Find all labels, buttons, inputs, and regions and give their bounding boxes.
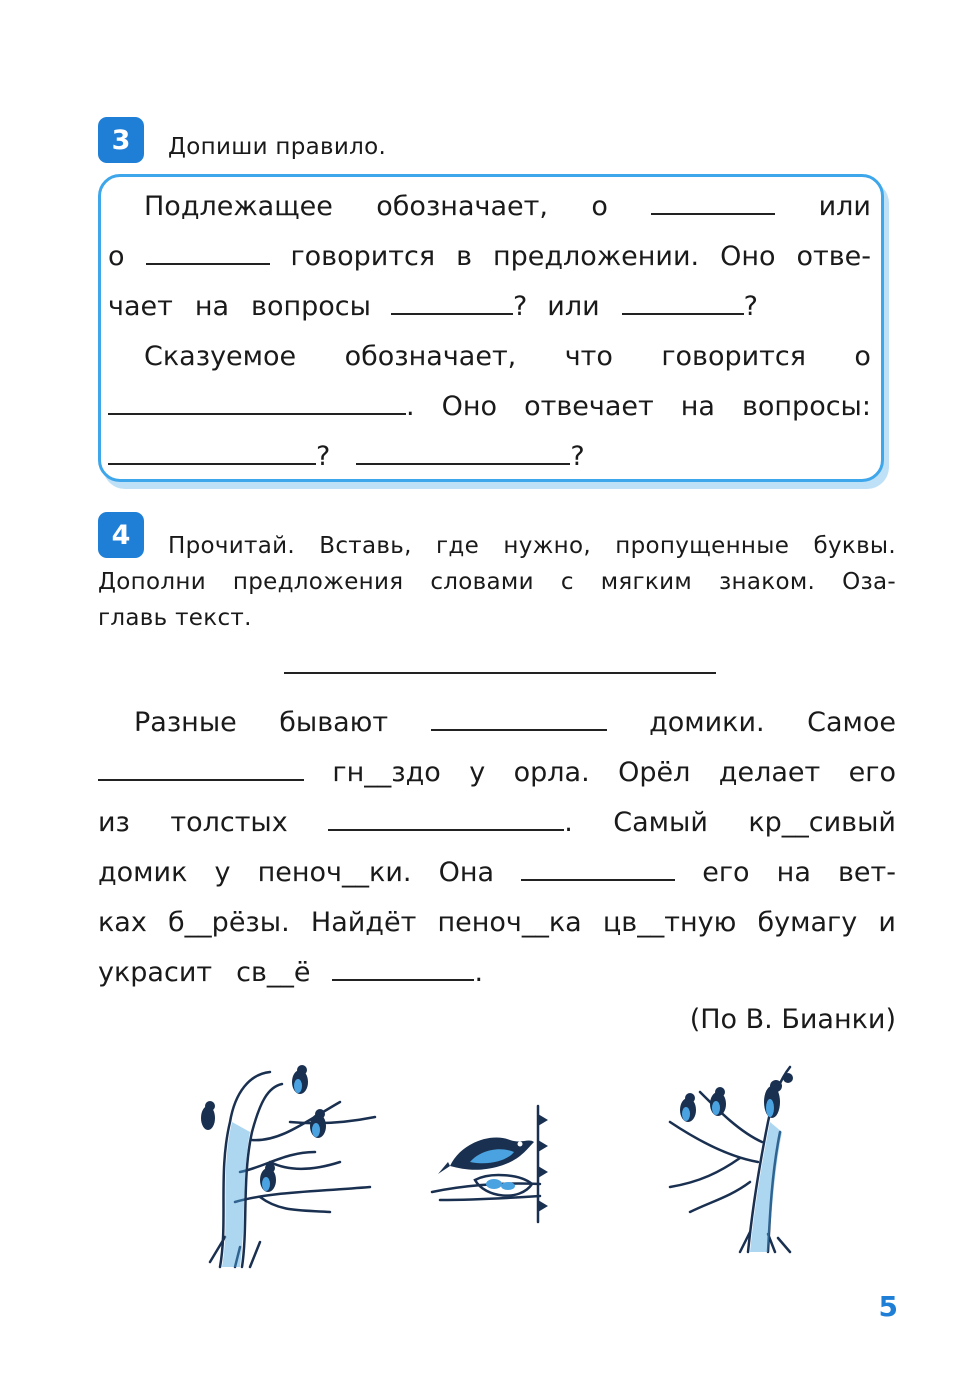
- task-number-badge: [98, 117, 144, 163]
- rule-line: чает на вопросы ? или ?: [108, 291, 758, 322]
- rule-line: . Оно отвечает на вопросы:: [108, 391, 871, 422]
- answer-blank[interactable]: [391, 291, 513, 315]
- rule-line: ? ?: [108, 441, 598, 472]
- answer-blank[interactable]: [521, 857, 675, 881]
- answer-blank[interactable]: [651, 191, 775, 215]
- answer-blank[interactable]: [622, 291, 744, 315]
- task-title: Допиши правило.: [168, 134, 387, 160]
- text-line: Разные бывают домики. Самое: [134, 707, 896, 738]
- answer-blank[interactable]: [332, 957, 474, 981]
- answer-blank[interactable]: [146, 241, 270, 265]
- answer-blank[interactable]: [108, 441, 316, 465]
- text-line: украсит св__ё .: [98, 957, 484, 988]
- text-title-blank[interactable]: [284, 672, 716, 674]
- page-number: 5: [878, 1290, 898, 1323]
- rule-line: о говорится в предложении. Оно отве-: [108, 241, 871, 272]
- answer-blank[interactable]: [431, 707, 607, 731]
- text-line: ках б__рёзы. Найдёт пеноч__ка цв__тную бумагу и: [98, 907, 896, 938]
- task-number: 3: [111, 124, 131, 156]
- rule-line: Сказуемое обозначает, что говорится о: [144, 341, 871, 372]
- task-number: 4: [111, 519, 131, 551]
- answer-blank[interactable]: [356, 441, 570, 465]
- rule-line: Подлежащее обозначает, о или: [144, 191, 871, 222]
- attribution: (По В. Бианки): [689, 1004, 896, 1035]
- text-line: гн__здо у орла. Орёл делает его: [98, 757, 896, 788]
- tree-with-birds-icon: [190, 1062, 390, 1272]
- tree-with-woodpecker-icon: [640, 1062, 810, 1257]
- task-instructions: Прочитай. Вставь, где нужно, пропущенные буквы. Дополни предложения словами с мягким знаком. Оза- главь текст.: [98, 533, 896, 631]
- answer-blank[interactable]: [108, 391, 406, 415]
- bird-nest-icon: [430, 1104, 560, 1224]
- answer-blank[interactable]: [328, 807, 564, 831]
- text-line: из толстых . Самый кр__сивый: [98, 807, 896, 838]
- text-line: домик у пеноч__ки. Она его на вет-: [98, 857, 896, 888]
- answer-blank[interactable]: [98, 757, 304, 781]
